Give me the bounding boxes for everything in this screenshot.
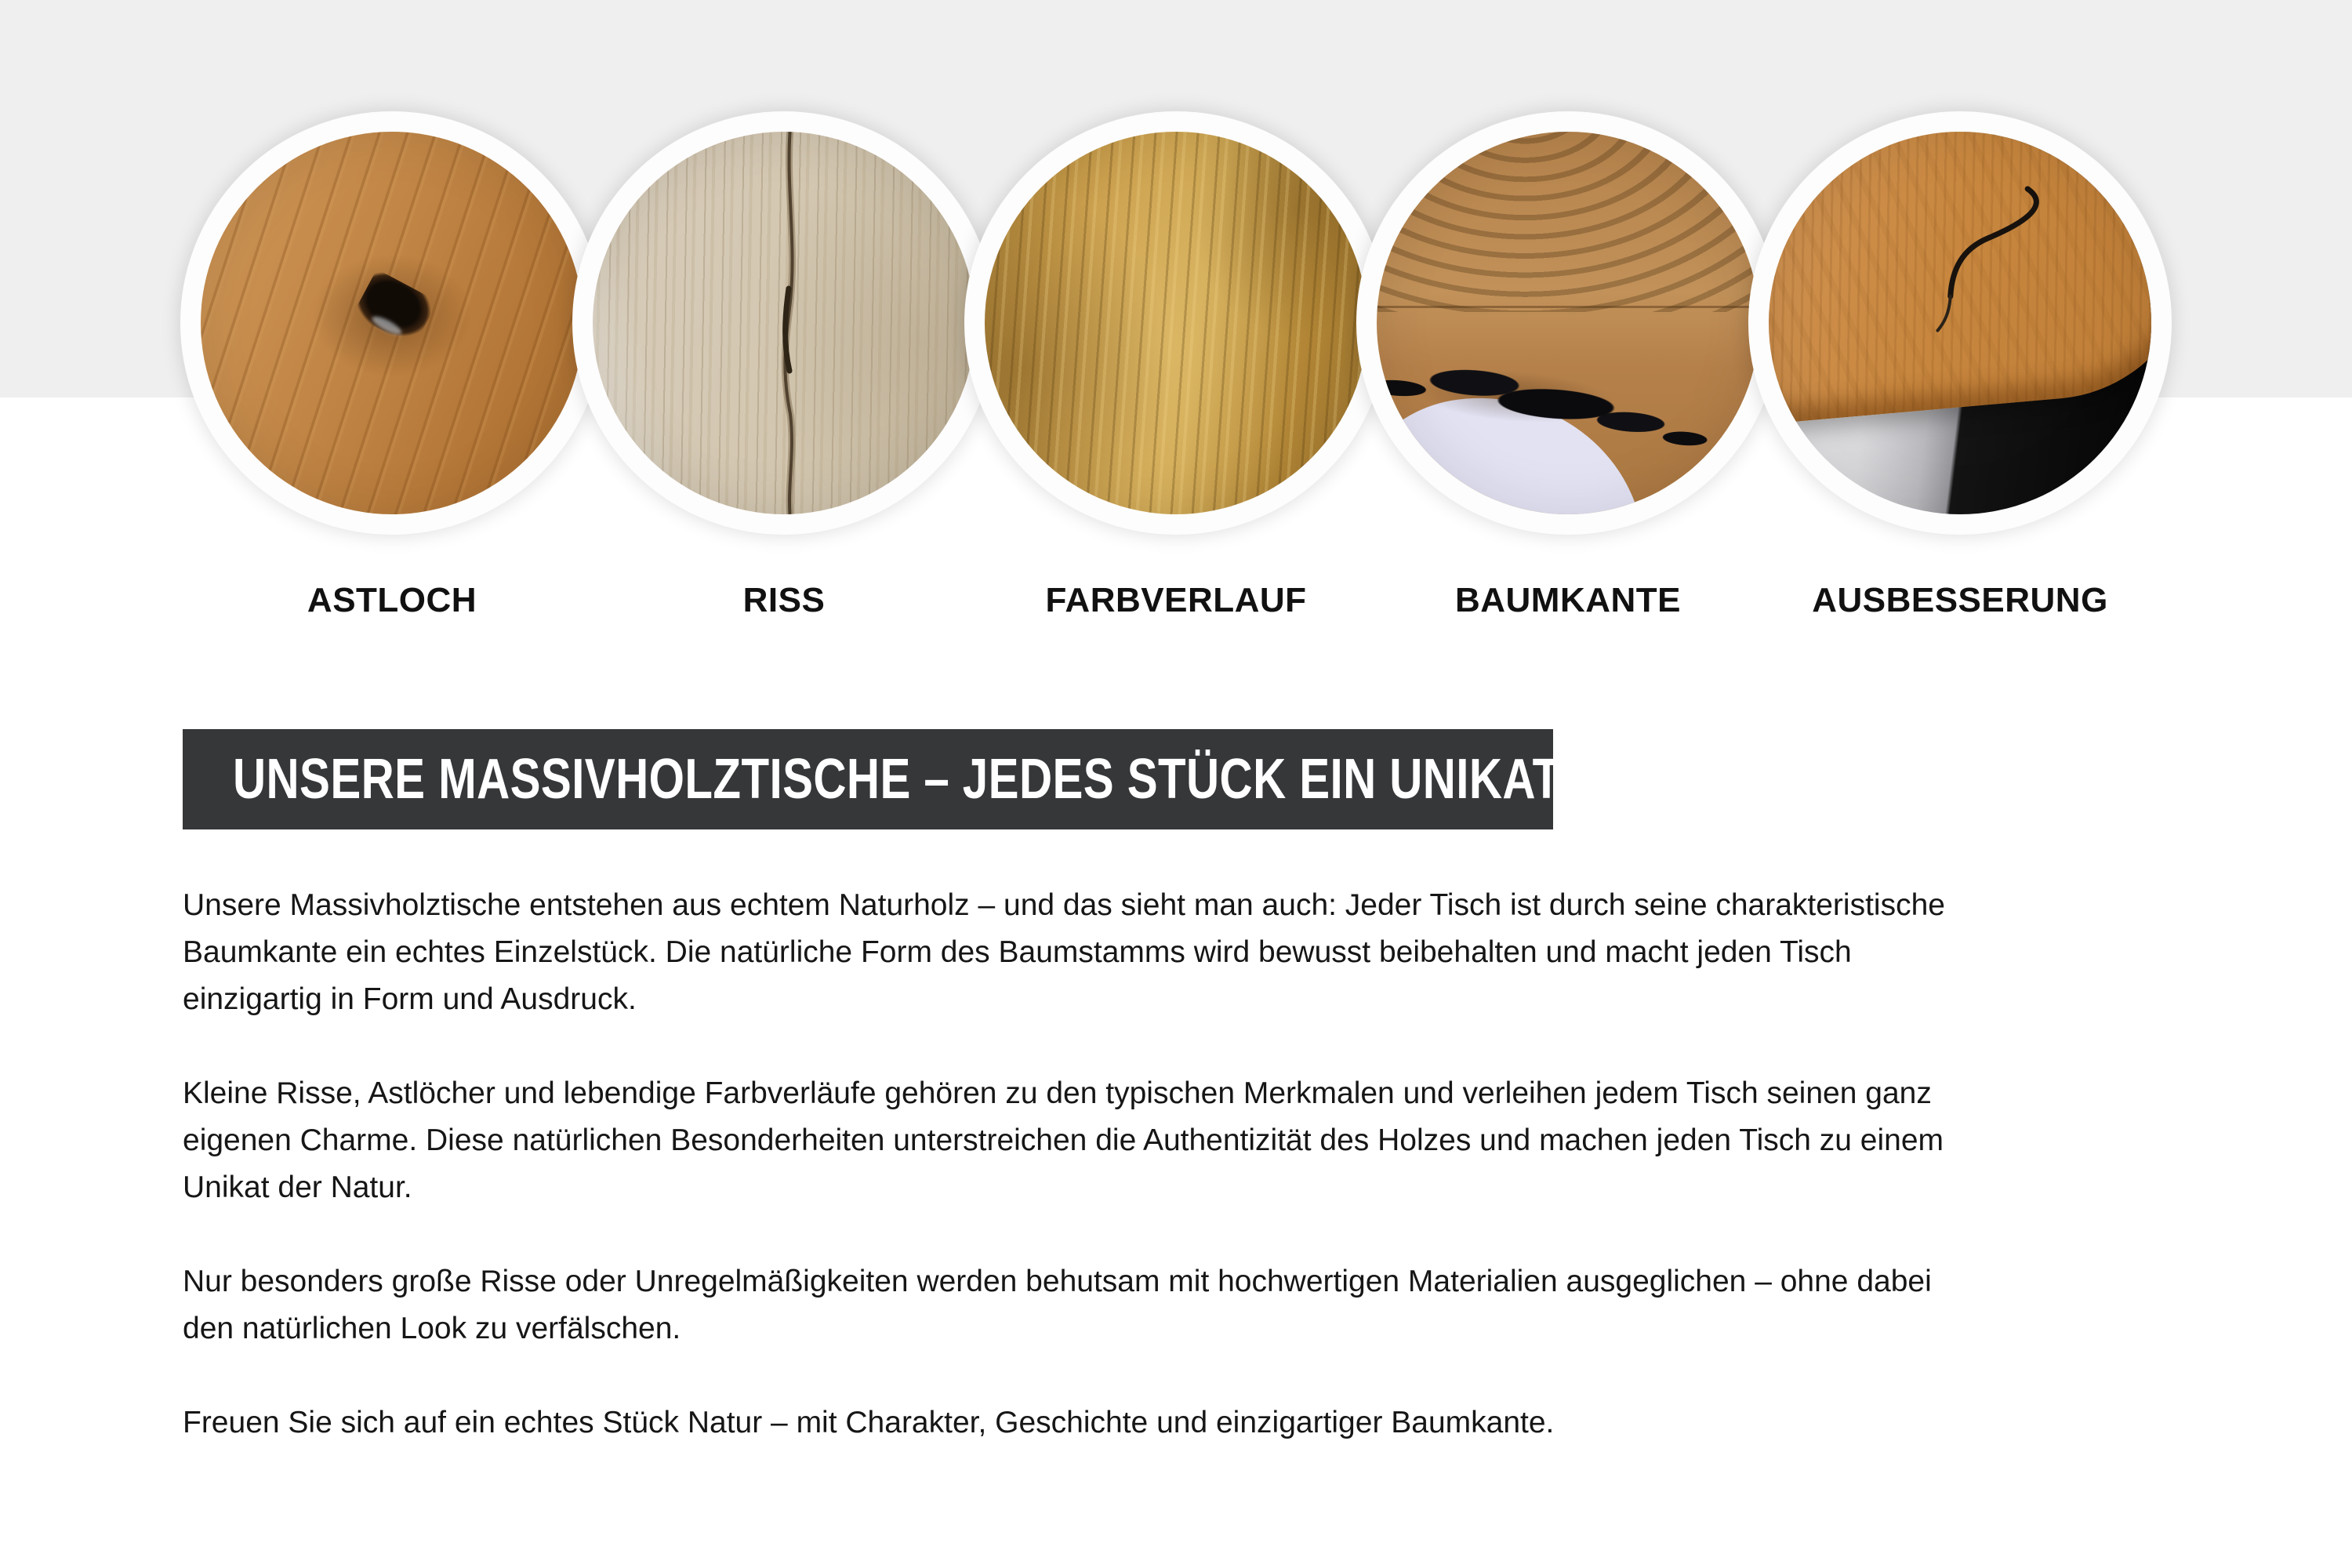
wood-photo-color-gradient: [985, 132, 1367, 514]
paragraph-4: [183, 1399, 2221, 1446]
paragraph-2: [183, 1070, 2221, 1211]
wood-photo-crack: [593, 132, 975, 514]
feature-circle-baumkante: [1356, 111, 1780, 535]
background-gap-left: [1377, 379, 1645, 514]
feature-circle-astloch: [180, 111, 604, 535]
section-heading-banner: [183, 729, 1561, 829]
feature-label-baumkante: BAUMKANTE: [1454, 581, 1682, 619]
feature-label-astloch: ASTLOCH: [307, 581, 477, 619]
growth-rings: [1377, 132, 1759, 312]
wood-photo-repaired-corner: [1769, 132, 2151, 514]
page-title: UNSERE MASSIVHOLZTISCHE – JEDES STÜCK EIN UNIKAT: [233, 748, 1561, 811]
feature-circle-riss: [572, 111, 996, 535]
text-line: Baumkante ein echtes Einzelstück. Die natürliche Form des Baumstamms wird bewusst beibehalten und macht jeden Tisch: [183, 935, 1852, 969]
paragraph-3: [183, 1258, 2221, 1352]
crack-graphic: [593, 132, 975, 514]
repair-crack-graphic: [1769, 132, 2151, 424]
tabletop-edge-seam: [1377, 306, 1759, 308]
bark-spots: [1377, 355, 1724, 449]
text-line: Freuen Sie sich auf ein echtes Stück Natur – mit Charakter, Geschichte und einzigartiger Baumkante.: [183, 1406, 1555, 1439]
text-line: Nur besonders große Risse oder Unregelmäßigkeiten werden behutsam mit hochwertigen Materialien ausgeglichen – ohne dabei: [183, 1265, 1932, 1298]
table-corner-slab: [1769, 132, 2151, 424]
text-line: Kleine Risse, Astlöcher und lebendige Farbverläufe gehören zu den typischen Merkmalen und verleihen jedem Tisch seinen ganz: [183, 1076, 1932, 1110]
feature-label-riss: RISS: [742, 581, 826, 619]
feature-label-farbverlauf: FARBVERLAUF: [1045, 581, 1307, 619]
text-line: eigenen Charme. Diese natürlichen Besonderheiten unterstreichen die Authentizität des Holzes und machen jeden Tisch zu einem: [183, 1123, 1944, 1157]
knothole-mark: [353, 269, 438, 347]
feature-label-ausbesserung: AUSBESSERUNG: [1812, 581, 2108, 619]
wood-photo-live-edge: [1377, 132, 1759, 514]
feature-circle-ausbesserung: [1748, 111, 2172, 535]
text-line: einzigartig in Form und Ausdruck.: [183, 982, 637, 1016]
description-text: [183, 882, 2221, 1494]
text-line: Unikat der Natur.: [183, 1171, 412, 1204]
text-line: Unsere Massivholztische entstehen aus echtem Naturholz – und das sieht man auch: Jeder Tisch ist durch seine charakteristische: [183, 888, 1945, 922]
feature-circle-farbverlauf: [964, 111, 1388, 535]
text-line: den natürlichen Look zu verfälschen.: [183, 1312, 681, 1345]
wood-photo-knothole: [201, 132, 583, 514]
paragraph-1: [183, 882, 2221, 1023]
knothole-highlight: [370, 314, 404, 338]
